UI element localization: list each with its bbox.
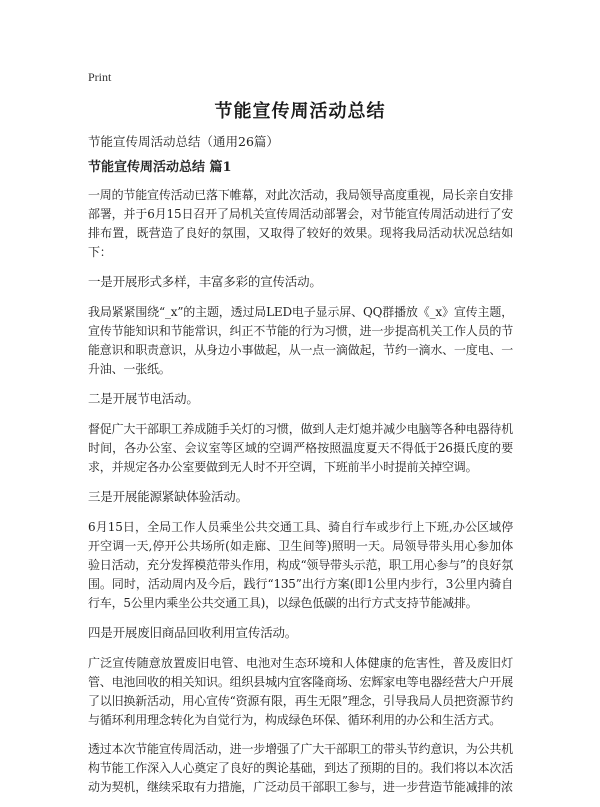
page-title: 节能宣传周活动总结 bbox=[214, 101, 386, 122]
paragraph-conclusion: 透过本次节能宣传周活动，进一步增强了广大干部职工的带头节约意识，为公共机构节能工作深入人心奠定了良好的舆论基础，到达了预期的目的。我们将以本次活动为契机，继续采取有力措施，广泛动员干部职工参与，进一步营造节能减排的浓 bbox=[88, 742, 513, 794]
paragraph-heading-3: 三是开展能源紧缺体验活动。 bbox=[88, 489, 248, 504]
paragraph-intro: 一周的节能宣传活动已落下帷幕，对此次活动，我局领导高度重视，局长亲自安排部署，并于6月15日召开了局机关宣传周活动部署会，对节能宣传周活动进行了安排布置，既营造了良好的氛围，又取得了较好的效果。现将我局活动状况总结如下： bbox=[88, 188, 513, 259]
document-subtitle: 节能宣传周活动总结（通用26篇） bbox=[88, 134, 279, 149]
paragraph-heading-2: 二是开展节电活动。 bbox=[88, 391, 199, 406]
paragraph-heading-1: 一是开展形式多样，丰富多彩的宣传活动。 bbox=[88, 274, 322, 289]
print-link[interactable]: Print bbox=[88, 70, 112, 84]
paragraph-body-1: 我局紧紧围绕“_x”的主题，透过局LED电子显示屏、QQ群播放《_x》宣传主题，宣传节能知识和节能常识，纠正不节能的行为习惯，进一步提高机关工作人员的节能意识和职责意识，从身边小事做起，从一点一滴做起，节约一滴水、一度电、一升油、一张纸。 bbox=[88, 305, 513, 376]
section-heading: 节能宣传周活动总结 篇1 bbox=[88, 160, 232, 175]
paragraph-body-3: 6月15日，全局工作人员乘坐公共交通工具、骑自行车或步行上下班,办公区域停开空调一天,停开公共场所(如走廊、卫生间等)照明一天。局领导带头用心参加体验日活动，充分发挥模范带头作用，构成“领导带头示范，职工用心参与”的良好氛围。同时，活动周内及今后，践行“135”出行方案(即1公里内步行，3公里内骑自行车，5公里内乘坐公共交通工具)，以绿色低碳的出行方式支持节能减排。 bbox=[88, 520, 513, 610]
paragraph-body-2: 督促广大干部职工养成随手关灯的习惯，做到人走灯熄并减少电脑等各种电器待机时间，各办公室、会议室等区域的空调严格按照温度夏天不得低于26摄氏度的要求，并规定各办公室要做到无人时不开空调，下班前半小时提前关掉空调。 bbox=[88, 422, 513, 474]
paragraph-heading-4: 四是开展废旧商品回收利用宣传活动。 bbox=[88, 625, 298, 640]
document-body bbox=[88, 134, 513, 807]
paragraph-body-4: 广泛宣传随意放置废旧电管、电池对生态环境和人体健康的危害性，普及废旧灯管、电池回收的相关知识。组织县城内宜客隆商场、宏辉家电等电器经营大户开展了以旧换新活动，用心宣传“资源有限，再生无限”理念，引导我局人员把资源节约与循环利用理念转化为自觉行为，构成绿色环保、循环利用的办公和生活方式。 bbox=[88, 656, 513, 727]
